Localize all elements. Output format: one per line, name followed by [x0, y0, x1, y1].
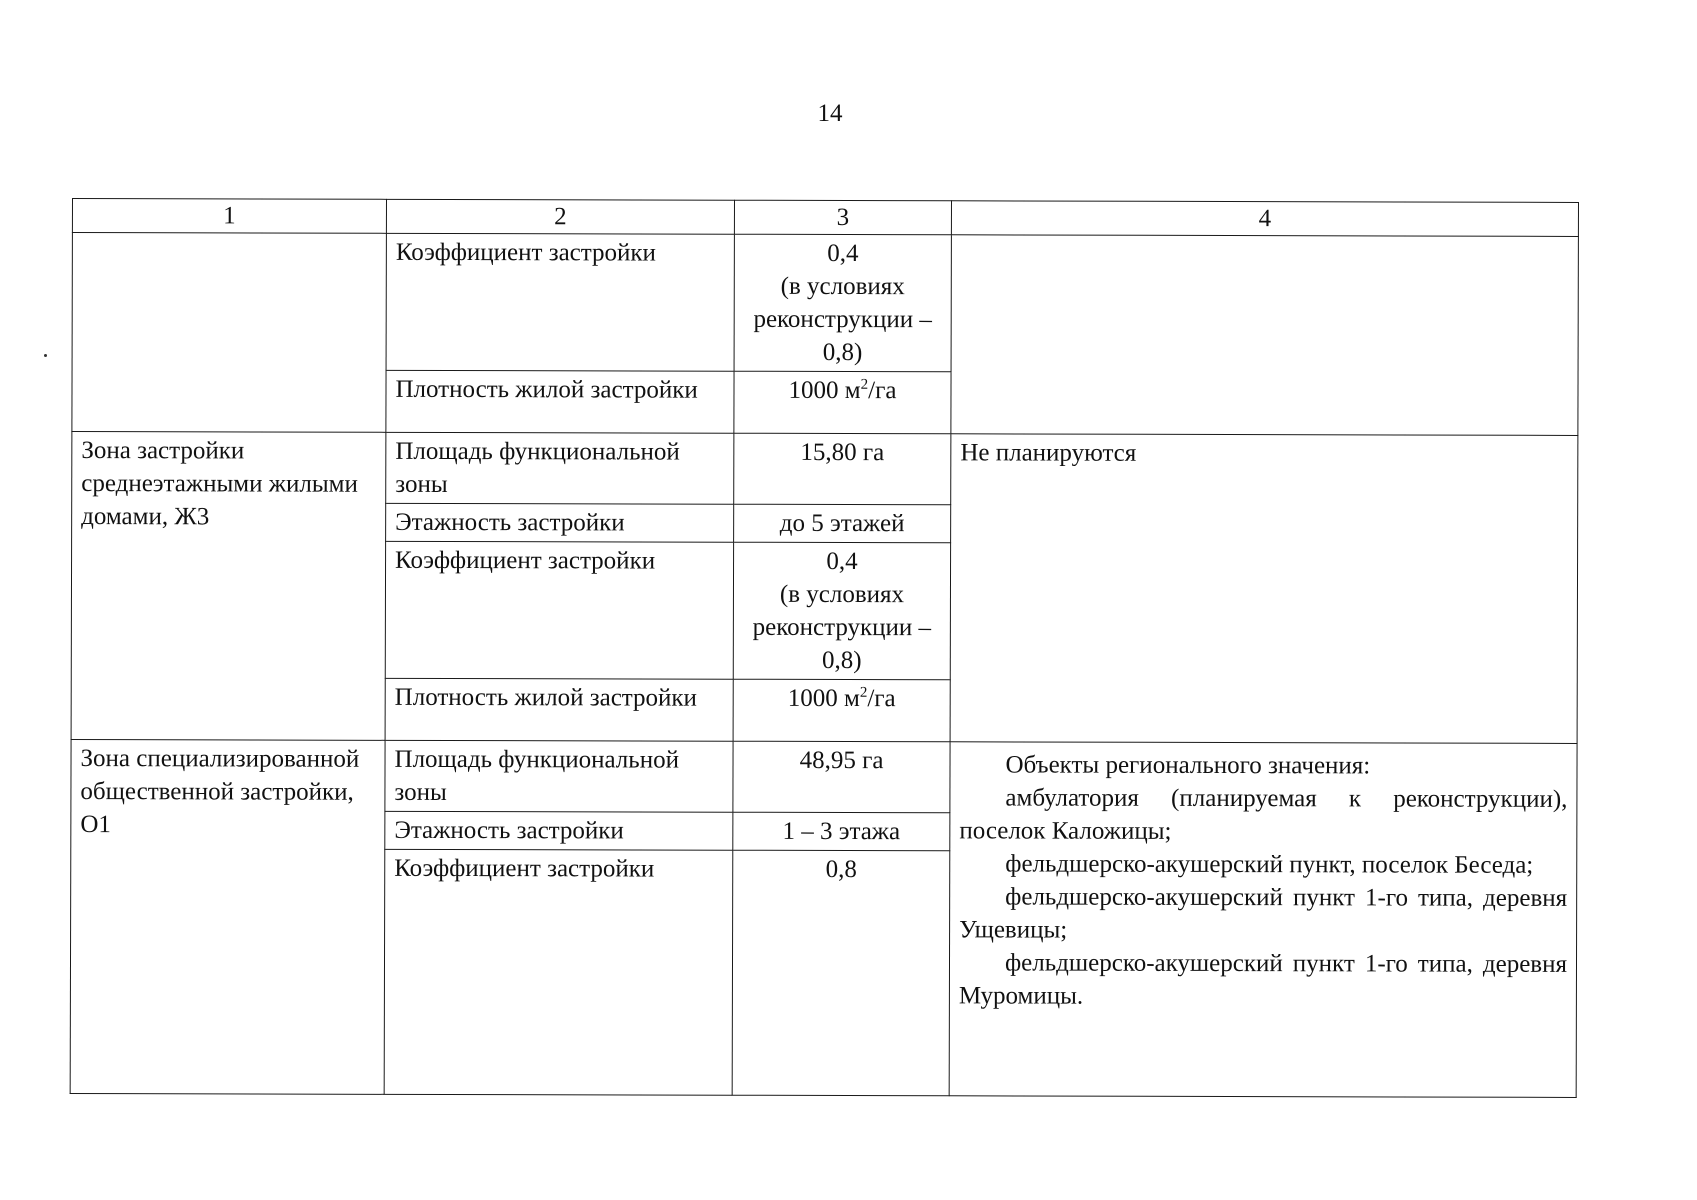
header-cell: 3 [734, 200, 951, 235]
header-cell: 1 [72, 199, 386, 234]
parameter-cell: Коэффициент застройки [385, 541, 733, 679]
value-number: 1000 м [787, 684, 860, 713]
table-row [71, 739, 1577, 814]
value-superscript: 2 [859, 684, 868, 701]
header-cell: 2 [386, 199, 734, 234]
object-item: фельдшерско-акушерский пункт 1-го типа, деревня Ущевицы; [959, 883, 1568, 944]
value-cell: 0,8 [732, 850, 950, 1096]
parameter-cell: Плотность жилой застройки [386, 370, 734, 433]
zone-cell-empty [72, 233, 387, 433]
table-row [72, 432, 1578, 507]
parameter-cell: Площадь функциональной зоны [385, 740, 733, 812]
parameter-cell: Этажность застройки [385, 811, 733, 850]
value-superscript: 2 [860, 376, 869, 393]
objects-cell: Не планируются [950, 434, 1578, 744]
parameter-cell: Коэффициент застройки [386, 233, 734, 371]
table-header-row [72, 199, 1578, 237]
scan-artifact-dot [44, 354, 47, 357]
object-item: амбулатория (планируемая к реконструкции), поселок Каложицы; [959, 784, 1568, 845]
parameter-cell: Площадь функциональной зоны [386, 432, 734, 504]
value-cell: до 5 этажей [734, 504, 951, 543]
value-unit: /га [867, 685, 896, 713]
zone-name-cell: Зона застройки среднеэтажными жилыми домами, Ж3 [71, 432, 386, 741]
parameter-cell: Плотность жилой застройки [385, 678, 733, 741]
value-unit: /га [868, 377, 897, 405]
parameter-cell: Этажность застройки [386, 503, 734, 542]
object-item: фельдшерско-акушерский пункт 1-го типа, деревня Муромицы. [958, 949, 1568, 1010]
value-cell: 0,4 (в условиях реконструкции – 0,8) [734, 234, 951, 372]
object-item: фельдшерско-акушерский пункт, поселок Беседа; [1005, 850, 1534, 879]
table-row [72, 233, 1578, 374]
value-cell: 0,4 (в условиях реконструкции – 0,8) [733, 542, 950, 680]
value-cell: 15,80 га [734, 433, 951, 505]
header-cell: 4 [951, 201, 1578, 237]
value-cell [733, 679, 950, 742]
value-cell: 1 – 3 этажа [733, 812, 950, 851]
value-cell [734, 371, 951, 434]
objects-cell-empty [951, 235, 1579, 436]
zones-table [70, 198, 1579, 1098]
value-number: 1000 м [788, 376, 861, 405]
objects-heading: Объекты регионального значения: [1005, 751, 1371, 780]
page-number: 14 [817, 100, 843, 127]
zone-name-cell: Зона специализированной общественной застройки, О1 [70, 739, 385, 1094]
parameter-cell: Коэффициент застройки [384, 849, 733, 1095]
objects-cell [949, 742, 1577, 1098]
value-cell: 48,95 га [733, 741, 950, 813]
